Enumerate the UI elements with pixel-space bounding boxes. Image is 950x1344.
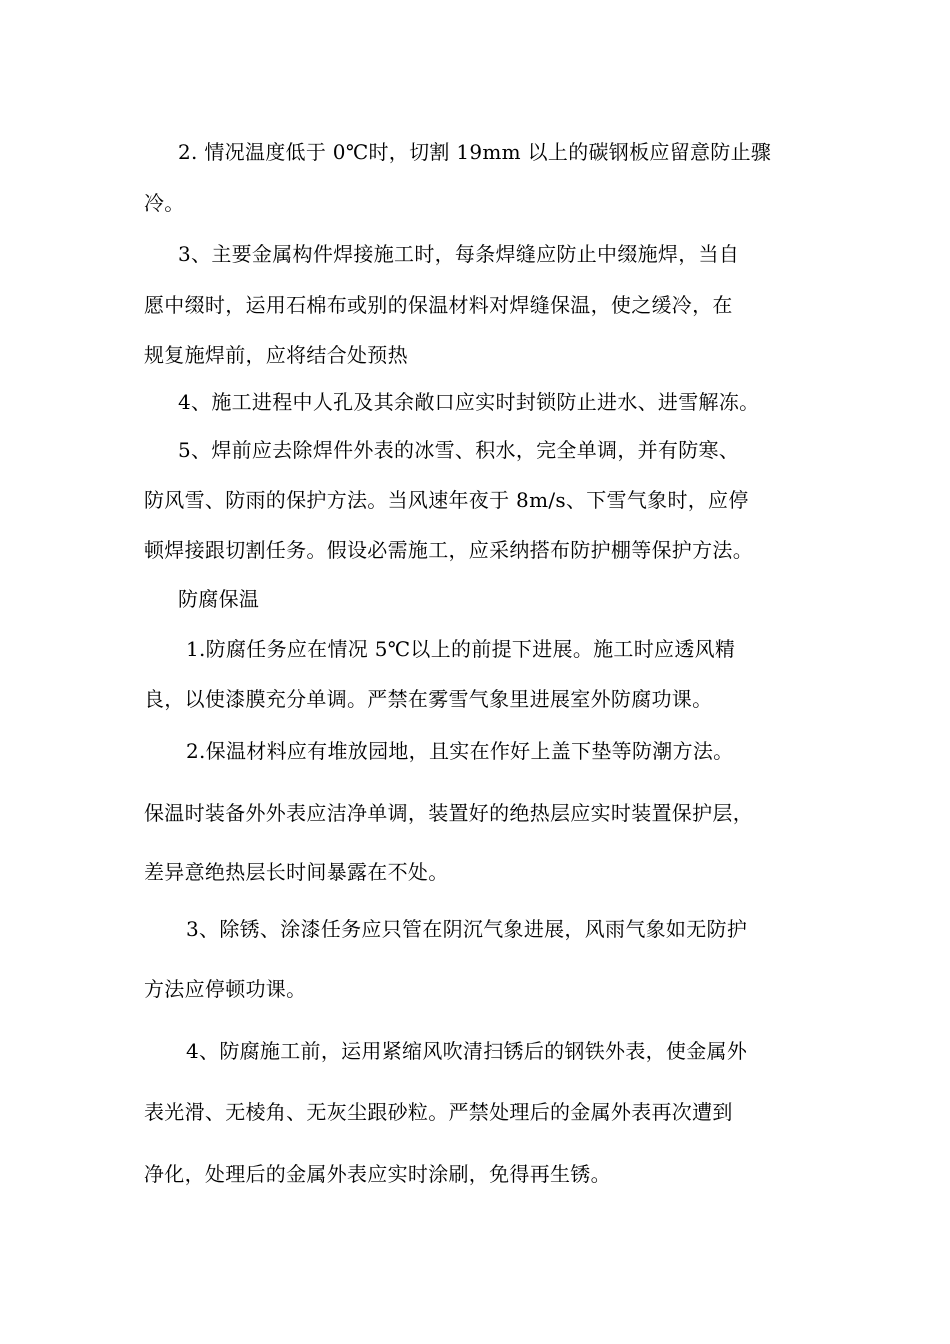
- text-line: 2. 情况温度低于 0℃时，切割 19mm 以上的碳钢板应留意防止骤: [178, 140, 772, 164]
- text-line: 3、除锈、涂漆任务应只管在阴沉气象进展，风雨气象如无防护: [186, 917, 748, 941]
- text-line: 1.防腐任务应在情况 5℃以上的前提下进展。施工时应透风精: [186, 637, 736, 661]
- text-line: 方法应停顿功课。: [144, 977, 307, 1001]
- text-line: 4、施工进程中人孔及其余敞口应实时封锁防止进水、进雪解冻。: [178, 390, 760, 414]
- text-line: 顿焊接跟切割任务。假设必需施工，应采纳搭布防护棚等保护方法。: [144, 538, 753, 562]
- text-line: 防风雪、防雨的保护方法。当风速年夜于 8m/s、下雪气象时，应停: [144, 488, 749, 512]
- text-line: 净化，处理后的金属外表应实时涂刷，免得再生锈。: [144, 1162, 611, 1186]
- text-line: 表光滑、无棱角、无灰尘跟砂粒。严禁处理后的金属外表再次遭到: [144, 1100, 733, 1124]
- text-line: 差异意绝热层长时间暴露在不处。: [144, 860, 449, 884]
- text-line: 3、主要金属构件焊接施工时，每条焊缝应防止中缀施焊，当自: [178, 242, 740, 266]
- text-line: 愿中缀时，运用石棉布或别的保温材料对焊缝保温，使之缓冷，在: [144, 293, 733, 317]
- text-line: 保温时装备外外表应洁净单调，装置好的绝热层应实时装置保护层，: [144, 801, 753, 825]
- text-line: 4、防腐施工前，运用紧缩风吹清扫锈后的钢铁外表，使金属外: [186, 1039, 748, 1063]
- text-line: 规复施焊前，应将结合处预热: [144, 343, 408, 367]
- text-line: 良，以使漆膜充分单调。严禁在雾雪气象里进展室外防腐功课。: [144, 687, 713, 711]
- text-line: 冷。: [144, 191, 185, 215]
- section-heading: 防腐保温: [178, 587, 260, 611]
- text-line: 2.保温材料应有堆放园地，且实在作好上盖下垫等防潮方法。: [186, 739, 734, 763]
- text-line: 5、焊前应去除焊件外表的冰雪、积水，完全单调，并有防寒、: [178, 438, 740, 462]
